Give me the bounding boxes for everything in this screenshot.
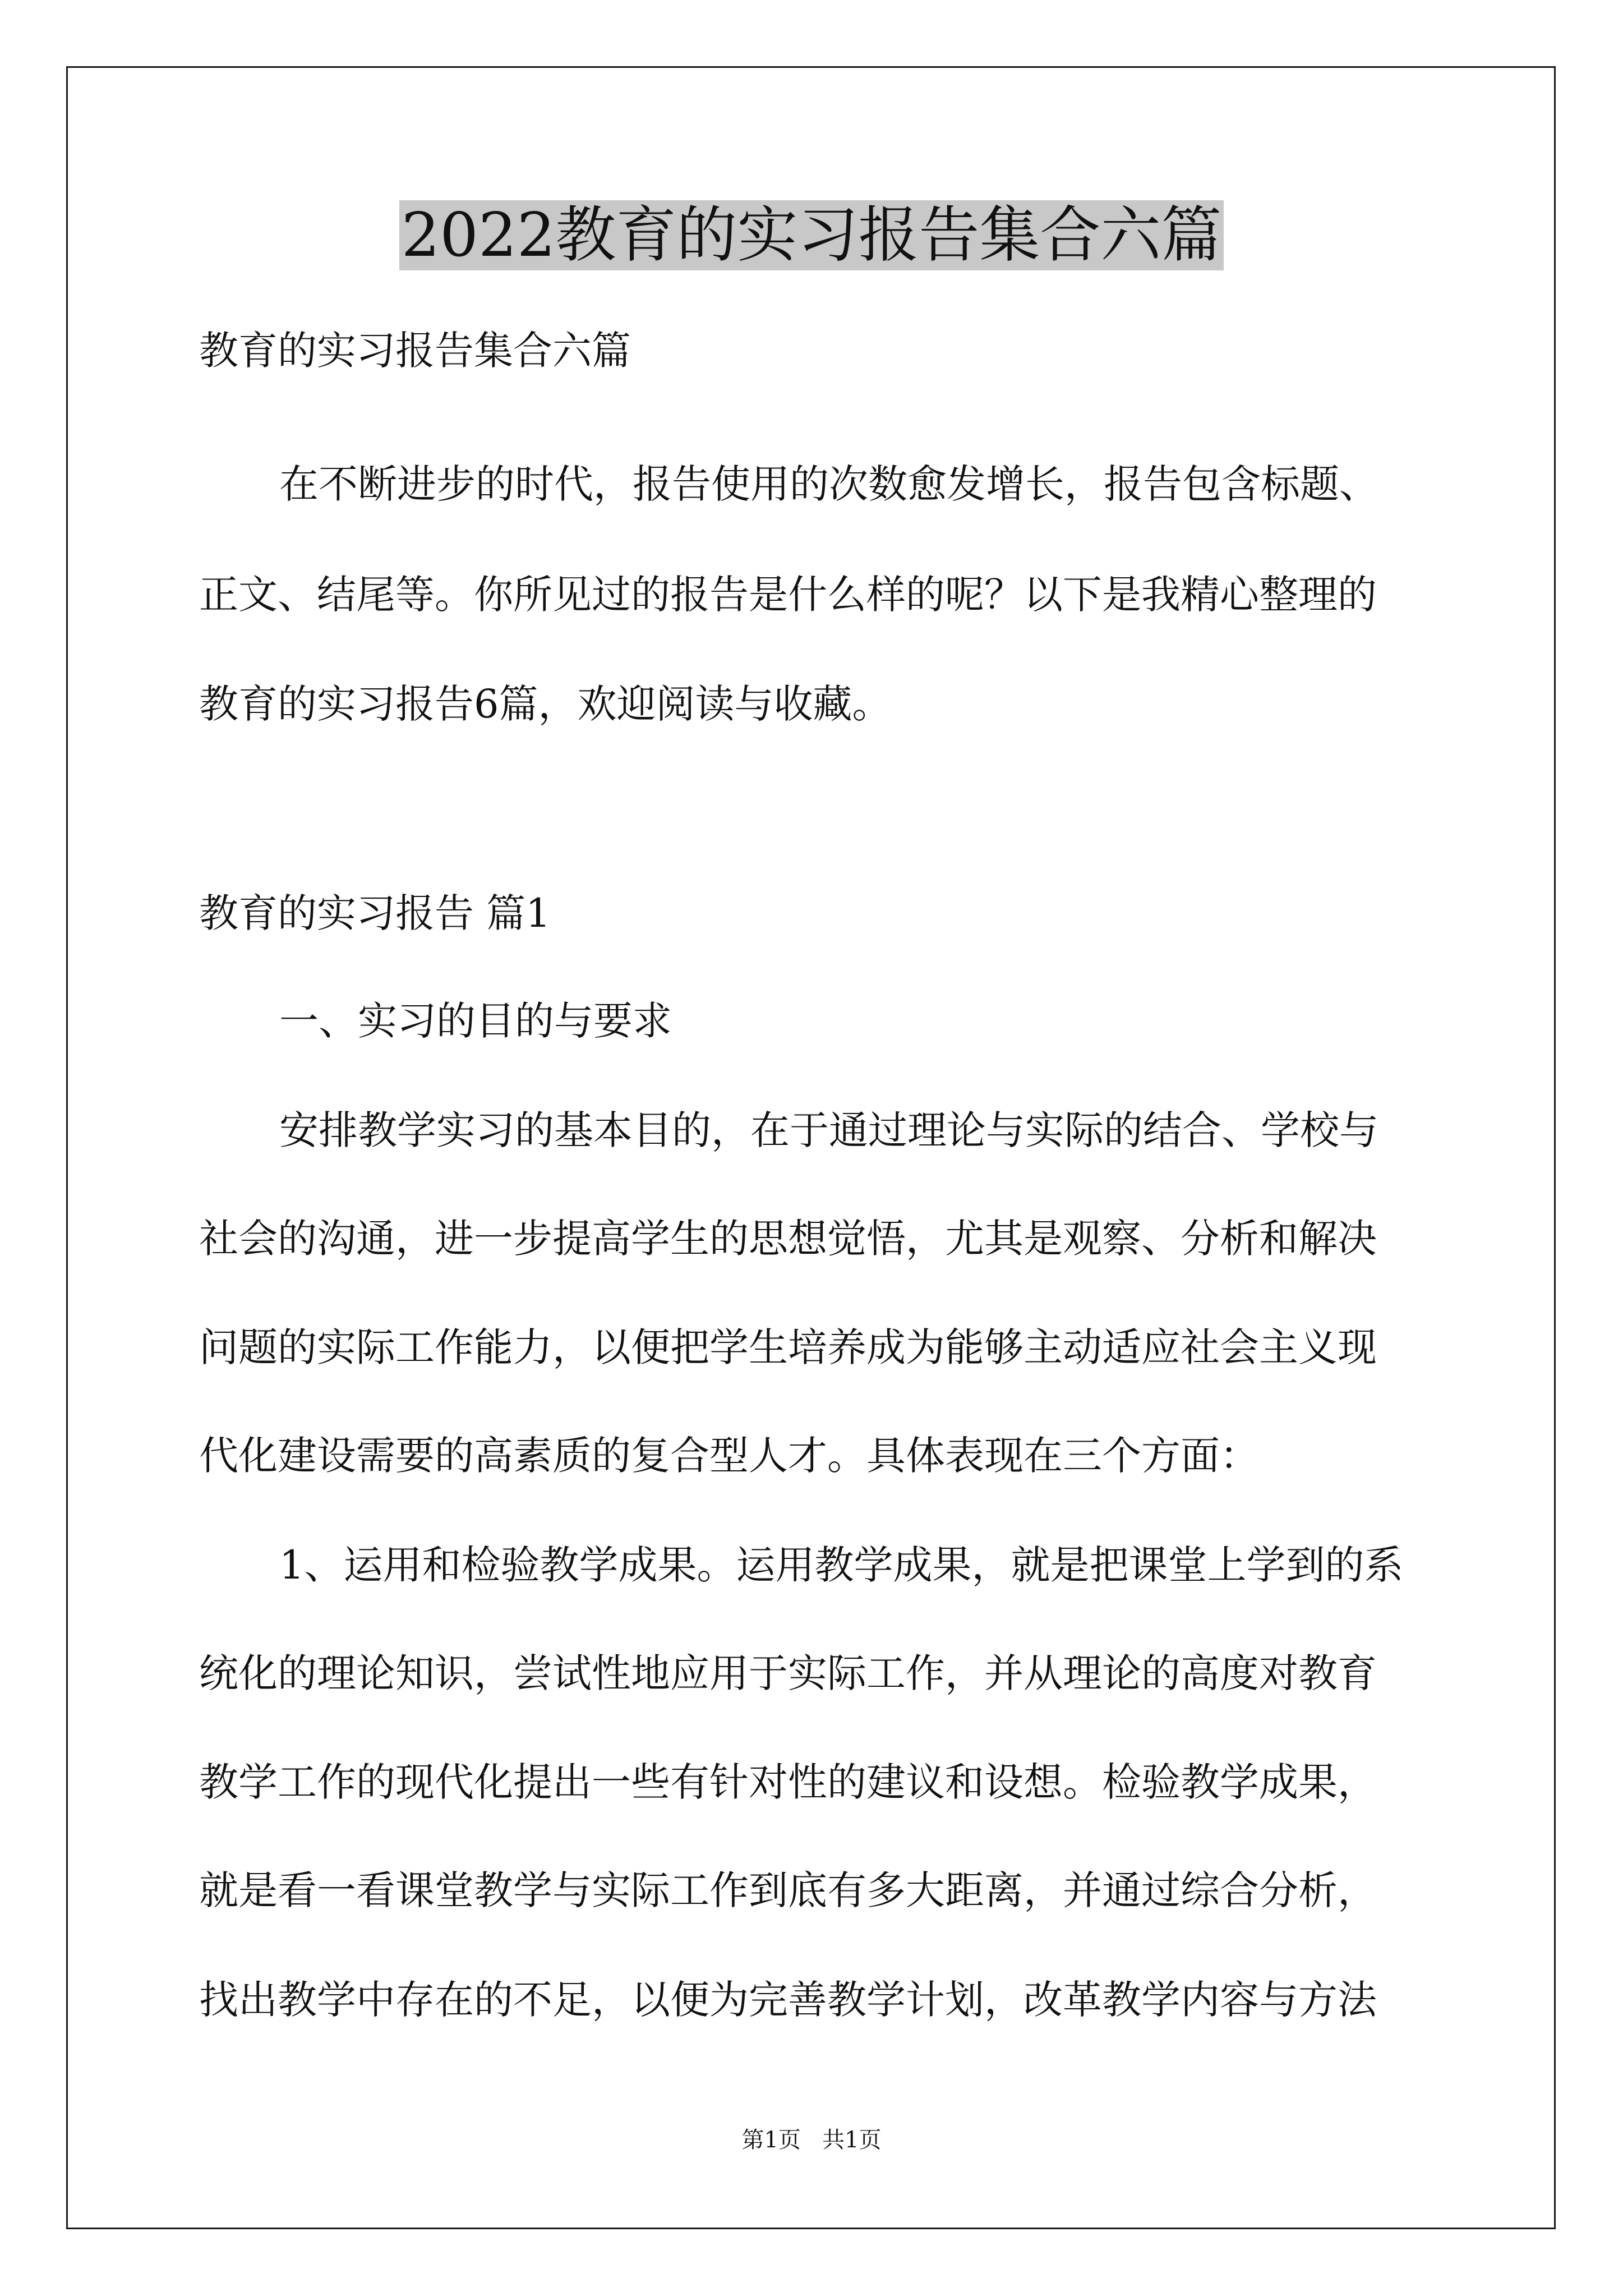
subheading: 一、实习的目的与要求 xyxy=(279,998,672,1044)
paragraph-line: 社会的沟通，进一步提高学生的思想觉悟，尤其是观察、分析和解决 xyxy=(199,1216,1377,1262)
document-subtitle: 教育的实习报告集合六篇 xyxy=(199,328,631,374)
paragraph-line: 统化的理论知识，尝试性地应用于实际工作，并从理论的高度对教育 xyxy=(199,1650,1377,1696)
paragraph-line: 代化建设需要的高素质的复合型人才。具体表现在三个方面： xyxy=(199,1433,1259,1479)
intro-line: 在不断进步的时代，报告使用的次数愈发增长，报告包含标题、 xyxy=(279,461,1378,507)
document-title-text: 2022教育的实习报告集合六篇 xyxy=(399,200,1224,270)
intro-line: 正文、结尾等。你所见过的报告是什么样的呢？以下是我精心整理的 xyxy=(199,572,1377,618)
paragraph-line: 找出教学中存在的不足，以便为完善教学计划，改革教学内容与方法 xyxy=(199,1977,1377,2023)
intro-line: 教育的实习报告6篇，欢迎阅读与收藏。 xyxy=(199,681,892,727)
paragraph-line: 安排教学实习的基本目的，在于通过理论与实际的结合、学校与 xyxy=(279,1107,1378,1153)
section-heading: 教育的实习报告 篇1 xyxy=(199,890,551,936)
paragraph-line: 就是看一看课堂教学与实际工作到底有多大距离，并通过综合分析， xyxy=(199,1867,1377,1913)
document-title xyxy=(0,199,1623,272)
paragraph-line: 1、运用和检验教学成果。运用教学成果，就是把课堂上学到的系 xyxy=(279,1542,1404,1588)
page-footer: 第1页 共1页 xyxy=(741,2127,882,2153)
paragraph-line: 问题的实际工作能力，以便把学生培养成为能够主动适应社会主义现 xyxy=(199,1324,1377,1370)
paragraph-line: 教学工作的现代化提出一些有针对性的建议和设想。检验教学成果， xyxy=(199,1759,1377,1805)
